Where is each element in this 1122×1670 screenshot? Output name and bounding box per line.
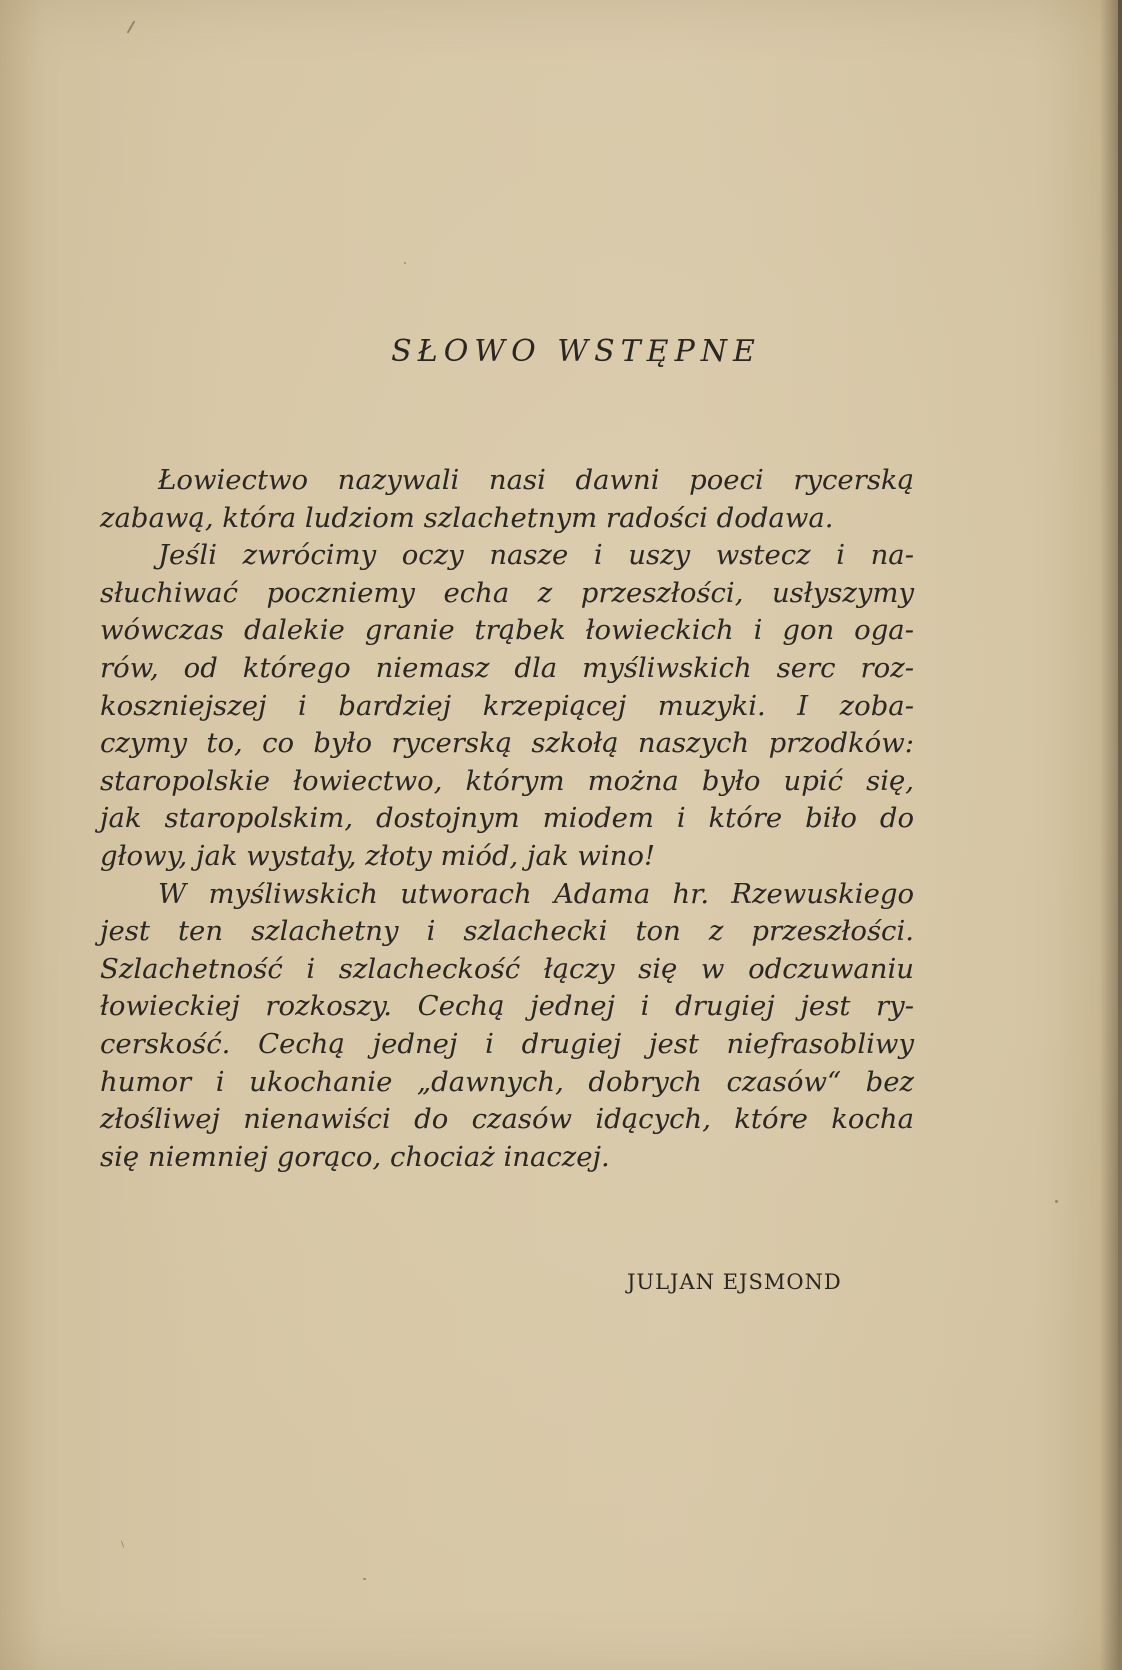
author-signature: JULJAN EJSMOND — [627, 1270, 842, 1294]
text-line: słuchiwać poczniemy echa z przeszłości, usłyszymy — [100, 576, 914, 609]
paper-speck — [404, 262, 406, 264]
text-line: jak staropolskim, dostojnym miodem i które biło do — [100, 802, 914, 835]
text-line: Łowiectwo nazywali nasi dawni poeci rycerską — [158, 464, 914, 496]
text-line: się niemniej gorąco, chociaż inaczej. — [100, 1140, 610, 1173]
paper-speck — [363, 1578, 366, 1580]
text-line: czymy to, co było rycerską szkołą naszych przodków: — [100, 727, 914, 760]
text-line: głowy, jak wystały, złoty miód, jak wino! — [100, 839, 656, 872]
text-line: jest ten szlachetny i szlachecki ton z przeszłości. — [100, 915, 914, 948]
paragraph-1 — [100, 462, 914, 876]
page-edge — [1118, 0, 1122, 1670]
preface-body — [100, 462, 914, 1176]
text-line: W myśliwskich utworach Adama hr. Rzewuskiego — [158, 877, 914, 910]
page-title: SŁOWO WSTĘPNE — [391, 334, 761, 369]
text-line: koszniejszej i bardziej krzepiącej muzyki. I zoba- — [100, 689, 914, 722]
paper-speck — [121, 1540, 125, 1548]
paper-speck — [127, 20, 136, 33]
text-line: zabawą, która ludziom szlachetnym radości dodawa. — [100, 501, 834, 534]
text-line: łowieckiej rozkoszy. Cechą jednej i drugiej jest ry- — [100, 990, 914, 1023]
text-line: złośliwej nienawiści do czasów idących, które kocha — [100, 1103, 914, 1136]
text-line: staropolskie łowiectwo, którym można było upić się, — [100, 764, 914, 797]
text-line: Jeśli zwrócimy oczy nasze i uszy wstecz i na- — [158, 539, 914, 572]
paragraph-2 — [100, 876, 914, 1177]
text-line: rów, od którego niemasz dla myśliwskich serc roz- — [100, 651, 914, 684]
paper-speck — [1055, 1200, 1058, 1203]
text-line: wówczas dalekie granie trąbek łowieckich i gon oga- — [100, 614, 914, 647]
text-line: Szlachetność i szlacheckość łączy się w odczuwaniu — [100, 952, 914, 985]
text-line: cerskość. Cechą jednej i drugiej jest niefrasobliwy — [100, 1027, 914, 1060]
text-line: humor i ukochanie „dawnych, dobrych czasów“ bez — [100, 1065, 914, 1098]
